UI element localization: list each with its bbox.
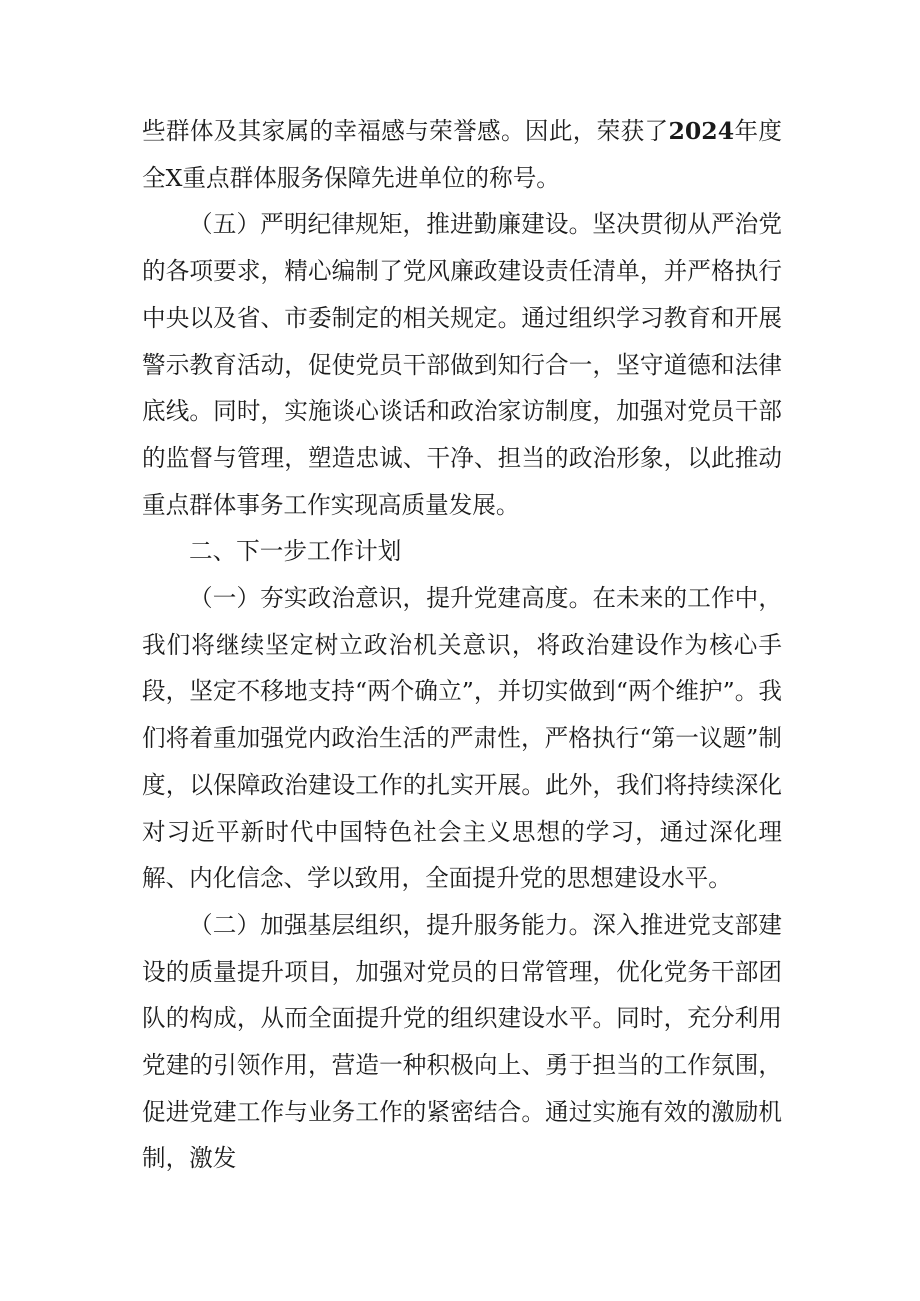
paragraph-text: 年度全X重点群体服务保障先进单位的称号。 bbox=[142, 117, 783, 192]
section-heading: 二、下一步工作计划 bbox=[189, 537, 402, 566]
year-number: 2024 bbox=[668, 117, 735, 145]
paragraph-continuation bbox=[142, 108, 782, 201]
paragraph-text: 些群体及其家属的幸福感与荣誉感。因此，荣获了 bbox=[142, 117, 669, 145]
paragraph-discipline: （五）严明纪律规矩，推进勤廉建设。坚决贯彻从严治党的各项要求，精心编制了党风廉政建设责任清单，并严格执行中央以及省、市委制定的相关规定。通过组织学习教育和开展警示教育活动，促使党员干部做到知行合一，坚守道德和法律底线。同时，实施谈心谈话和政治家访制度，加强对党员干部的监督与管理，塑造忠诚、干净、担当的政治形象，以此推动重点群体事务工作实现高质量发展。 bbox=[142, 210, 782, 519]
paragraph-political-awareness: （一）夯实政治意识，提升党建高度。在未来的工作中，我们将继续坚定树立政治机关意识，将政治建设作为核心手段，坚定不移地支持“两个确立”，并切实做到“两个维护”。我们将着重加强党内政治生活的严肃性，严格执行“第一议题”制度，以保障政治建设工作的扎实开展。此外，我们将持续深化对习近平新时代中国特色社会主义思想的学习，通过深化理解、内化信念、学以致用，全面提升党的思想建设水平。 bbox=[142, 584, 782, 893]
document-body bbox=[142, 108, 782, 1182]
paragraph-grassroots-organization: （二）加强基层组织，提升服务能力。深入推进党支部建设的质量提升项目，加强对党员的日常管理，优化党务干部团队的构成，从而全面提升党的组织建设水平。同时，充分利用党建的引领作用，营造一种积极向上、勇于担当的工作氛围，促进党建工作与业务工作的紧密结合。通过实施有效的激励机制，激发 bbox=[142, 910, 782, 1173]
